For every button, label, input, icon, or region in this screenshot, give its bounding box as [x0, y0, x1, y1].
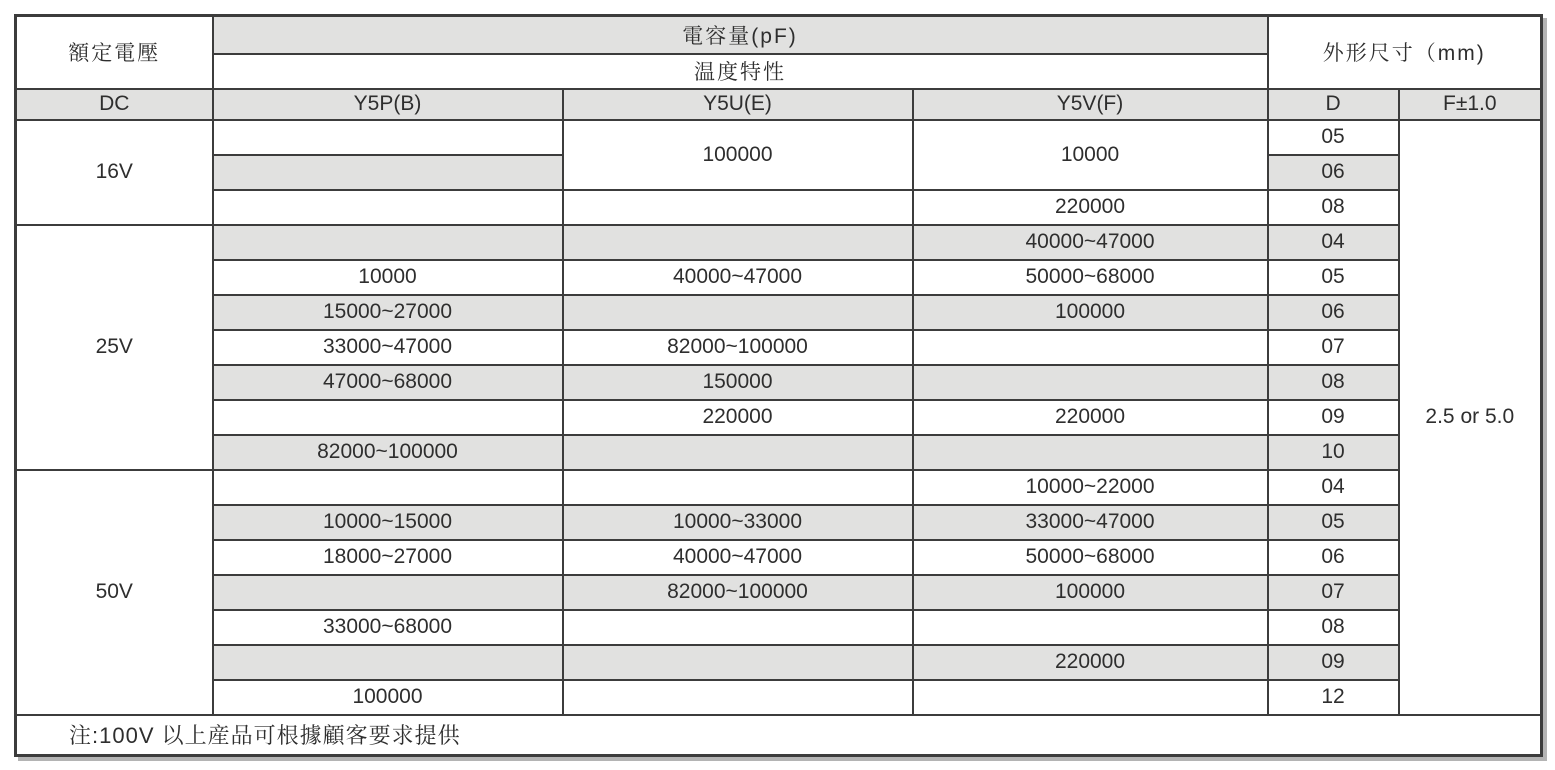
cell-y5u: 150000	[563, 365, 913, 400]
cell-d: 12	[1268, 680, 1399, 715]
cell-d: 09	[1268, 400, 1399, 435]
cell-d: 07	[1268, 575, 1399, 610]
cell-y5p: 82000~100000	[213, 435, 563, 470]
table-footer	[16, 715, 1542, 756]
cell-y5u	[563, 190, 913, 225]
table-row	[16, 470, 1542, 505]
cell-d: 05	[1268, 260, 1399, 295]
header-capacitance: 電容量(pF)	[213, 16, 1268, 54]
capacitance-spec-table	[14, 14, 1543, 757]
cell-f-pitch: 2.5 or 5.0	[1399, 120, 1542, 715]
header-y5u: Y5U(E)	[563, 89, 913, 120]
table-row	[16, 610, 1542, 645]
table-row	[16, 645, 1542, 680]
table-row	[16, 120, 1542, 155]
cell-y5u	[563, 295, 913, 330]
cell-y5u: 40000~47000	[563, 260, 913, 295]
cell-d: 05	[1268, 120, 1399, 155]
header-y5p: Y5P(B)	[213, 89, 563, 120]
table-row	[16, 575, 1542, 610]
voltage-cell-16v: 16V	[16, 120, 213, 225]
cell-y5v	[913, 365, 1268, 400]
table-body	[16, 120, 1542, 715]
note-row	[16, 715, 1542, 756]
cell-y5p	[213, 400, 563, 435]
cell-d: 10	[1268, 435, 1399, 470]
table-row	[16, 260, 1542, 295]
table-row	[16, 505, 1542, 540]
cell-y5p	[213, 225, 563, 260]
table-row	[16, 225, 1542, 260]
cell-y5v: 40000~47000	[913, 225, 1268, 260]
cell-y5u: 82000~100000	[563, 575, 913, 610]
cell-y5u: 100000	[563, 120, 913, 190]
table-header	[16, 16, 1542, 120]
cell-y5u	[563, 435, 913, 470]
cell-y5v: 50000~68000	[913, 540, 1268, 575]
cell-y5p	[213, 155, 563, 190]
cell-y5v: 220000	[913, 645, 1268, 680]
header-rated-voltage: 額定電壓	[16, 16, 213, 89]
cell-y5u: 40000~47000	[563, 540, 913, 575]
cell-d: 08	[1268, 365, 1399, 400]
cell-y5v	[913, 435, 1268, 470]
header-row-1	[16, 16, 1542, 54]
header-d: D	[1268, 89, 1399, 120]
cell-y5p	[213, 190, 563, 225]
cell-d: 08	[1268, 610, 1399, 645]
table-row	[16, 400, 1542, 435]
cell-y5u	[563, 645, 913, 680]
cell-y5u	[563, 225, 913, 260]
cell-y5p: 47000~68000	[213, 365, 563, 400]
cell-y5u	[563, 680, 913, 715]
cell-y5p: 33000~47000	[213, 330, 563, 365]
cell-y5u: 10000~33000	[563, 505, 913, 540]
header-row-3	[16, 89, 1542, 120]
cell-y5v: 220000	[913, 190, 1268, 225]
cell-y5v: 100000	[913, 295, 1268, 330]
table-row	[16, 190, 1542, 225]
cell-d: 06	[1268, 295, 1399, 330]
cell-y5p: 10000	[213, 260, 563, 295]
cell-d: 04	[1268, 225, 1399, 260]
header-dimensions: 外形尺寸（mm)	[1268, 16, 1542, 89]
table-row	[16, 365, 1542, 400]
table-row	[16, 540, 1542, 575]
table-row	[16, 330, 1542, 365]
cell-y5p: 33000~68000	[213, 610, 563, 645]
cell-d: 07	[1268, 330, 1399, 365]
cell-y5p	[213, 575, 563, 610]
cell-y5p	[213, 470, 563, 505]
voltage-cell-25v: 25V	[16, 225, 213, 470]
cell-y5u	[563, 470, 913, 505]
cell-d: 04	[1268, 470, 1399, 505]
cell-y5v: 100000	[913, 575, 1268, 610]
cell-y5u: 220000	[563, 400, 913, 435]
cell-y5v: 50000~68000	[913, 260, 1268, 295]
header-f: F±1.0	[1399, 89, 1542, 120]
cell-y5p	[213, 120, 563, 155]
cell-y5p: 10000~15000	[213, 505, 563, 540]
cell-d: 05	[1268, 505, 1399, 540]
cell-d: 06	[1268, 155, 1399, 190]
cell-y5v: 10000	[913, 120, 1268, 190]
header-y5v: Y5V(F)	[913, 89, 1268, 120]
header-dc: DC	[16, 89, 213, 120]
cell-y5p: 15000~27000	[213, 295, 563, 330]
cell-y5p: 100000	[213, 680, 563, 715]
cell-y5v: 220000	[913, 400, 1268, 435]
header-temperature-characteristic: 温度特性	[213, 54, 1268, 89]
cell-y5v	[913, 330, 1268, 365]
cell-y5u	[563, 610, 913, 645]
voltage-cell-50v: 50V	[16, 470, 213, 715]
cell-d: 08	[1268, 190, 1399, 225]
table-row	[16, 295, 1542, 330]
cell-y5p: 18000~27000	[213, 540, 563, 575]
cell-d: 09	[1268, 645, 1399, 680]
cell-y5u: 82000~100000	[563, 330, 913, 365]
cell-y5v: 10000~22000	[913, 470, 1268, 505]
table-row	[16, 435, 1542, 470]
cell-y5v	[913, 680, 1268, 715]
cell-y5v: 33000~47000	[913, 505, 1268, 540]
table-note: 注:100V 以上産品可根據顧客要求提供	[16, 715, 1542, 756]
cell-y5v	[913, 610, 1268, 645]
table-row	[16, 680, 1542, 715]
cell-d: 06	[1268, 540, 1399, 575]
cell-y5p	[213, 645, 563, 680]
